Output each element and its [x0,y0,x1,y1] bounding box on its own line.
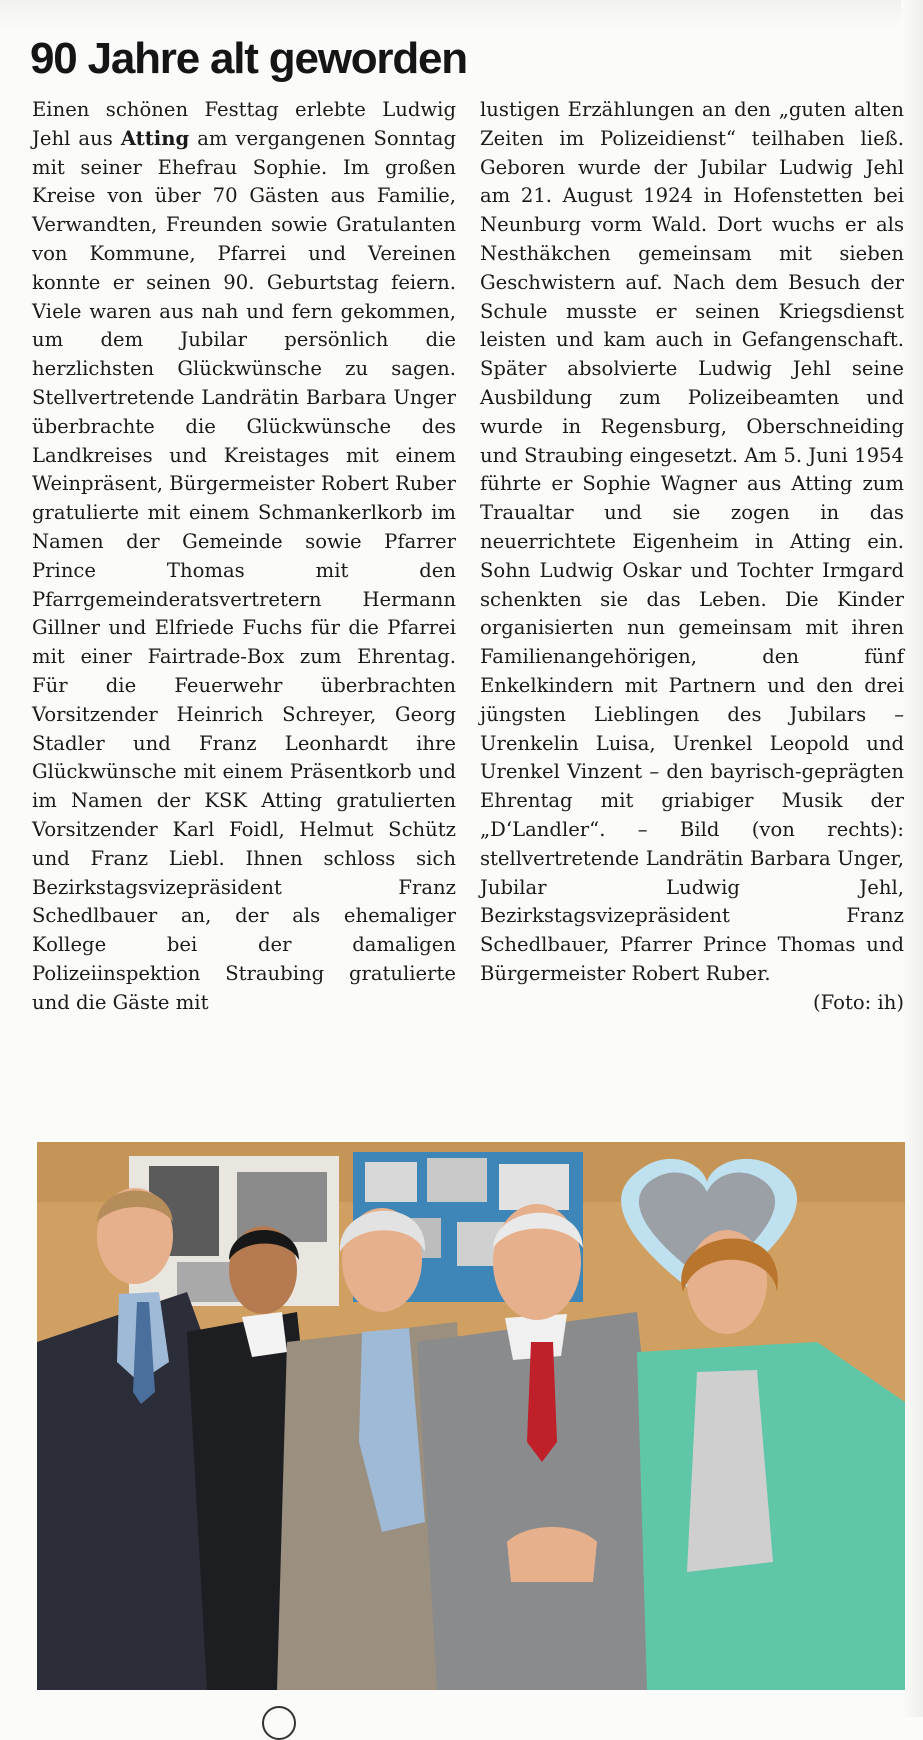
article-paragraph-right: lustigen Erzählungen an den „guten alten Zeiten im Polizeidienst“ teilhaben ließ. Geboren wurde der Jubilar Ludwig Jehl am 21. August 1924 in Hofenstetten bei Neunburg vorm Wald. Dort wuchs er als Nesthäkchen gemeinsam mit sieben Geschwistern auf. Nach dem Besuch der Schule musste er seinen Kriegsdienst leisten und kam auch in Gefangenschaft. Später absolvierte Ludwig Jehl seine Ausbildung zum Polizeibeamten und wurde in Regensburg, Oberschneiding und Straubing eingesetzt. Am 5. Juni 1954 führte er Sophie Wagner aus Atting zum Traualtar und sie zogen in das neuerrichtete Eigenheim in Atting ein. Sohn Ludwig Oskar und Tochter Irmgard schenkten sie das Leben. Die Kinder organisierten nun gemeinsam mit ihren Familienangehörigen, den fünf Enkelkindern mit Partnern und den drei jüngsten Lieblingen des Jubilars – Urenkelin Luisa, Urenkel Leopold und Urenkel Vinzent – den bayrisch-geprägten Ehrentag mit griabiger Musik der „D‘Landler“. – Bild (von rechts): stellvertretende Landrätin Barbara Unger, Jubilar Ludwig Jehl, Bezirkstagsvizepräsident Franz Schedlbauer, Pfarrer Prince Thomas und Bürgermeister Robert Ruber. [480,98,904,985]
article-column-right [480,96,904,1108]
article-column-left [32,96,456,1108]
place-name-bold: Atting [120,126,190,150]
article-paragraph-left [32,96,456,1018]
person-jubilee-tie [527,1342,557,1462]
person-deputy-administrator-body [637,1342,905,1690]
article-headline: 90 Jahre alt geworden [30,34,467,83]
group-photo-illustration [37,1142,905,1690]
pinboard-photo [365,1162,417,1202]
text-run: am vergangenen Sonntag mit seiner Ehefrau Sophie. Im großen Kreise von über 70 Gästen aus Familie, Verwandten, Freunden sowie Gratulanten von Kommune, Pfarrei und Vereinen konnte er seinen 90. Geburtstag feiern. Viele waren aus nah und fern gekommen, um dem Jubilar persönlich die herzlichsten Glückwünsche zu sagen. Stellvertretende Landrätin Barbara Unger überbrachte die Glückwünsche des Landkreises und Kreistages mit einem Weinpräsent, Bürgermeister Robert Ruber gratulierte mit einem Schmankerlkorb im Namen der Gemeinde sowie Pfarrer Prince Thomas mit den Pfarrgemeinderatsvertretern Hermann Gillner und Elfriede Fuchs für die Pfarrei mit einer Fairtrade-Box zum Ehrentag. Für die Feuerwehr überbrachten Vorsitzender Heinrich Schreyer, Georg Stadler und Franz Leonhardt ihre Glückwünsche mit einem Präsentkorb und im Namen der KSK Atting gratulierten Vorsitzender Karl Foidl, Helmut Schütz und Franz Liebl. Ihnen schloss sich Bezirkstagsvizepräsident Franz Schedlbauer an, der als ehemaliger Kollege bei der damaligen Polizeiinspektion Straubing gratulierte und die Gäste mit [32,126,456,1014]
article-body [32,96,904,1108]
person-jubilee-hands [507,1527,597,1582]
text-run: Einen schönen Festtag erlebte Ludwig Jehl aus [32,98,456,150]
group-photo [37,1142,905,1690]
photo-credit: (Foto: ih) [813,990,904,1014]
page-top-bleed [0,0,923,30]
page-bottom-mark [262,1706,296,1740]
pinboard-photo [499,1164,569,1210]
pinboard-photo [427,1158,487,1202]
